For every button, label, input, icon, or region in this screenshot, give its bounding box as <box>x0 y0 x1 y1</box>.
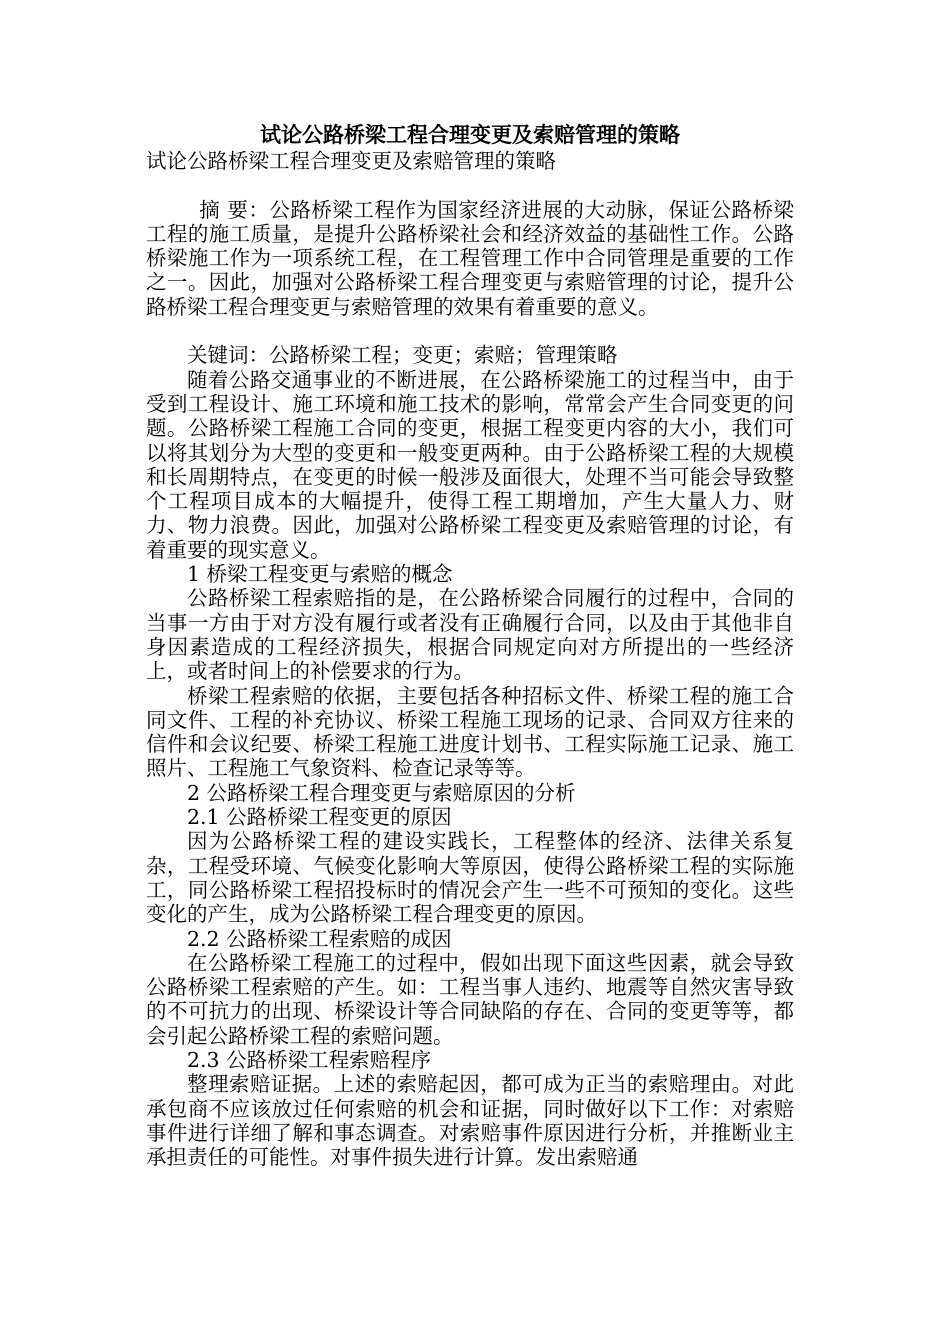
keywords-line: 关键词：公路桥梁工程；变更；索赔；管理策略 <box>187 343 618 368</box>
section-1-paragraph-1: 公路桥梁工程索赔指的是，在公路桥梁合同履行的过程中，合同的当事一方由于对方没有履行或者没有正确履行合同，以及由于其他非自身因素造成的工程经济损失，根据合同规定向对方所提出的一些经济上，或者时间上的补偿要求的行为。 <box>146 586 794 684</box>
section-2-3-heading: 2.3 公路桥梁工程索赔程序 <box>187 1047 432 1072</box>
document-title: 试论公路桥梁工程合理变更及索赔管理的策略 <box>260 122 680 147</box>
blank-line <box>146 319 794 343</box>
section-2-2-paragraph: 在公路桥梁工程施工的过程中，假如出现下面这些因素，就会导致公路桥梁工程索赔的产生。如：工程当事人违约、地震等自然灾害导致的不可抗力的出现、桥梁设计等合同缺陷的存在、合同的变更等等，都会引起公路桥梁工程的索赔问题。 <box>146 950 794 1048</box>
document-subtitle: 试论公路桥梁工程合理变更及索赔管理的策略 <box>146 149 556 173</box>
section-2-2-heading: 2.2 公路桥梁工程索赔的成因 <box>187 926 452 951</box>
section-2-1-heading: 2.1 公路桥梁工程变更的原因 <box>187 805 452 830</box>
section-2-1-paragraph: 因为公路桥梁工程的建设实践长，工程整体的经济、法律关系复杂，工程受环境、气候变化影响大等原因，使得公路桥梁工程的实际施工，同公路桥梁工程招投标时的情况会产生一些不可预知的变化。这些变化的产生，成为公路桥梁工程合理变更的原因。 <box>146 829 794 927</box>
blank-line <box>146 173 794 197</box>
section-2-heading: 2 公路桥梁工程合理变更与索赔原因的分析 <box>187 780 576 805</box>
abstract-paragraph: 摘 要：公路桥梁工程作为国家经济进展的大动脉，保证公路桥梁工程的施工质量，是提升公路桥梁社会和经济效益的基础性工作。公路桥梁施工作为一项系统工程，在工程管理工作中合同管理是重要的工作之一。因此，加强对公路桥梁工程合理变更与索赔管理的讨论，提升公路桥梁工程合理变更与索赔管理的效果有着重要的意义。 <box>146 197 794 319</box>
section-2-3-paragraph: 整理索赔证据。上述的索赔起因，都可成为正当的索赔理由。对此承包商不应该放过任何索赔的机会和证据，同时做好以下工作：对索赔事件进行详细了解和事态调查。对索赔事件原因进行分析，并推断业主承担责任的可能性。对事件损失进行计算。发出索赔通 <box>146 1072 794 1170</box>
intro-paragraph: 随着公路交通事业的不断进展，在公路桥梁施工的过程当中，由于受到工程设计、施工环境和施工技术的影响，常常会产生合同变更的问题。公路桥梁工程施工合同的变更，根据工程变更内容的大小，我们可以将其划分为大型的变更和一般变更两种。由于公路桥梁工程的大规模和长周期特点，在变更的时候一般涉及面很大，处理不当可能会导致整个工程项目成本的大幅提升，使得工程工期增加，产生大量人力、财力、物力浪费。因此，加强对公路桥梁工程变更及索赔管理的讨论，有着重要的现实意义。 <box>146 367 794 562</box>
section-1-paragraph-2: 桥梁工程索赔的依据，主要包括各种招标文件、桥梁工程的施工合同文件、工程的补充协议、桥梁工程施工现场的记录、合同双方往来的信件和会议纪要、桥梁工程施工进度计划书、工程实际施工记录、施工照片、工程施工气象资料、检查记录等等。 <box>146 683 794 781</box>
section-1-heading: 1 桥梁工程变更与索赔的概念 <box>187 562 453 587</box>
document-page <box>146 122 794 1169</box>
